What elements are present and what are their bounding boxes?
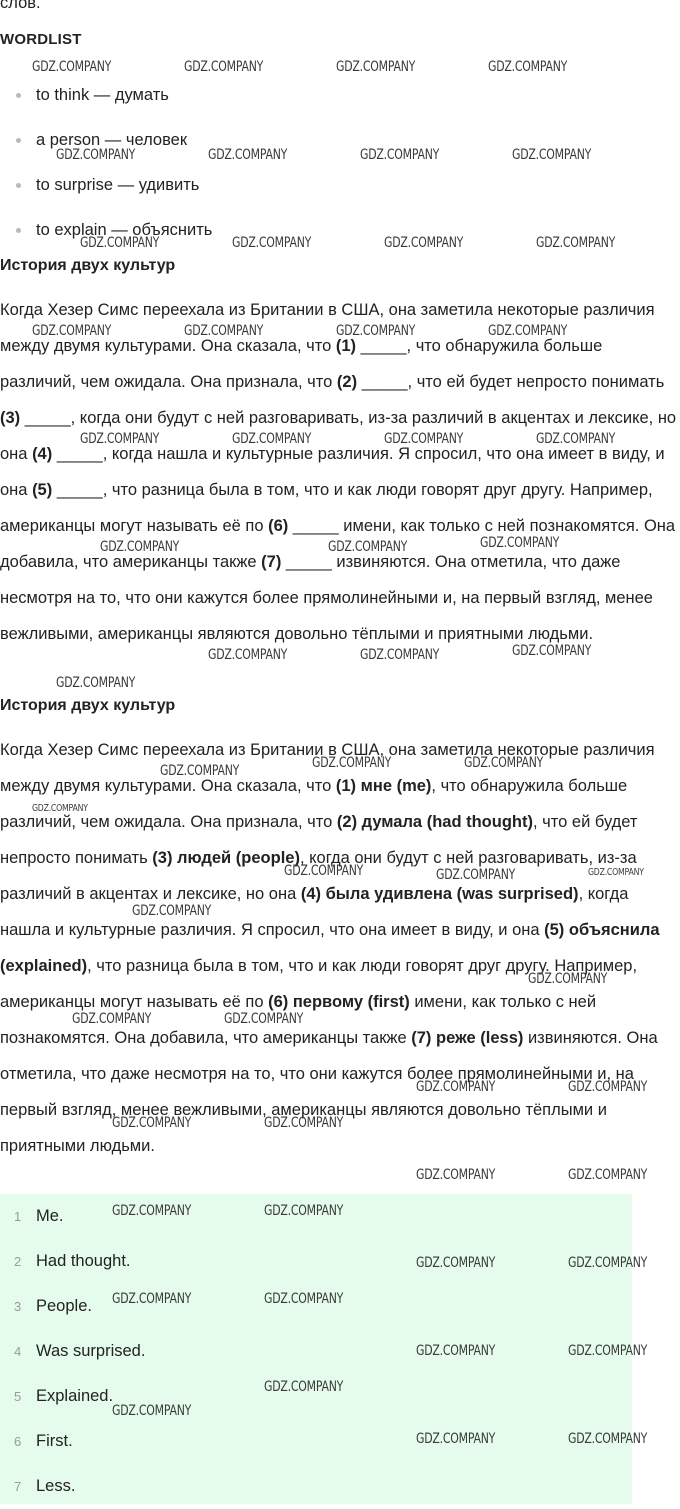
watermark: GDZ.COMPANY [336,323,416,339]
watermark: GDZ.COMPANY [528,971,608,987]
watermark: GDZ.COMPANY [56,675,136,691]
answer-number: 3 [14,1299,22,1314]
answer-text: People. [36,1297,92,1315]
watermark: GDZ.COMPANY [568,1079,648,1095]
solution-paragraph: Когда Хезер Симс переехала из Британии в США, она заметила некоторые различия между двумя культурами. Она сказала, что (1) мне (me), что обнаружила больше различий, чем ожидала. Она признала, что (2) думала (had thought), что ей будет непросто понимать (3) людей (people), когда они будут с ней разговаривать, из-за различий в акцентах и лексике, но она (4) была удивлена (was surprised), когда нашла и культурные различия. Я спросил, что она имеет в виду, и она (5) объяснила (explained), что разница была в том, что и как люди говорят друг другу. Например, американцы могут называть её по (6) первому (first) имени, как только с ней познакомятся. Она добавила, что американцы также (7) реже (less) извиняются. Она отметила, что даже несмотря на то, что они кажутся более прямолинейными и, на первый взгляд, менее вежливыми, американцы являются довольно тёплыми и приятными людьми. [0,741,660,1155]
watermark: GDZ.COMPANY [112,1291,192,1307]
watermark: GDZ.COMPANY [568,1255,648,1271]
answer-text: Explained. [36,1387,114,1405]
watermark: GDZ.COMPANY [112,1115,192,1131]
watermark: GDZ.COMPANY [232,431,312,447]
watermark: GDZ.COMPANY [512,643,592,659]
watermark: GDZ.COMPANY [208,647,288,663]
watermark: GDZ.COMPANY [264,1379,344,1395]
answer-number: 5 [14,1389,22,1404]
watermark: GDZ.COMPANY [112,1403,192,1419]
watermark: GDZ.COMPANY [360,147,440,163]
watermark: GDZ.COMPANY [416,1343,496,1359]
watermark: GDZ.COMPANY [184,323,264,339]
wordlist-item [0,172,212,217]
watermark: GDZ.COMPANY [512,147,592,163]
watermark: GDZ.COMPANY [72,1011,152,1027]
watermark: GDZ.COMPANY [208,147,288,163]
watermark: GDZ.COMPANY [100,539,180,555]
watermark: GDZ.COMPANY [568,1431,648,1447]
wordlist-item-text: to surprise — удивить [36,176,200,194]
watermark: GDZ.COMPANY [328,539,408,555]
answer-item [0,1419,632,1464]
watermark: GDZ.COMPANY [32,323,112,339]
watermark: GDZ.COMPANY [32,803,88,814]
exercise-paragraph: Когда Хезер Симс переехала из Британии в США, она заметила некоторые различия между двумя культурами. Она сказала, что (1) _____, что обнаружила больше различий, чем ожидала. Она признала, что (2) _____, что ей будет непросто понимать (3) _____, когда они будут с ней разговаривать, из-за различий в акцентах и лексике, но она (4) _____, когда нашла и культурные различия. Я спросил, что она имеет в виду, и она (5) _____, что разница была в том, что и как люди говорят друг другу. Например, американцы могут называть её по (6) _____ имени, как только с ней познакомятся. Она добавила, что американцы также (7) _____ извиняются. Она отметила, что даже несмотря на то, что они кажутся более прямолинейными и, на первый взгляд, менее вежливыми, американцы являются довольно тёплыми и приятными людьми. [0,301,677,643]
watermark: GDZ.COMPANY [336,59,416,75]
watermark: GDZ.COMPANY [588,867,644,878]
answer-item [0,1194,632,1239]
watermark: GDZ.COMPANY [536,235,616,251]
watermark: GDZ.COMPANY [132,903,212,919]
answer-text: Less. [36,1477,76,1495]
watermark: GDZ.COMPANY [536,431,616,447]
answer-text: Was surprised. [36,1342,146,1360]
watermark: GDZ.COMPANY [480,535,560,551]
watermark: GDZ.COMPANY [80,431,160,447]
watermark: GDZ.COMPANY [464,755,544,771]
watermark: GDZ.COMPANY [312,755,392,771]
answer-number: 1 [14,1209,22,1224]
wordlist-item [0,127,212,172]
watermark: GDZ.COMPANY [224,1011,304,1027]
wordlist [0,82,212,262]
answers-list [0,1194,632,1504]
answer-item [0,1464,632,1509]
answer-item [0,1374,632,1419]
watermark: GDZ.COMPANY [384,235,464,251]
watermark: GDZ.COMPANY [184,59,264,75]
watermark: GDZ.COMPANY [416,1079,496,1095]
answer-text: Me. [36,1207,64,1225]
answer-number: 2 [14,1254,22,1269]
solution-title: История двух культур [0,697,176,714]
wordlist-item-text: to think — думать [36,86,169,104]
answer-number: 7 [14,1479,22,1494]
bullet-icon [16,93,21,98]
watermark: GDZ.COMPANY [436,867,516,883]
watermark: GDZ.COMPANY [80,235,160,251]
watermark: GDZ.COMPANY [384,431,464,447]
watermark: GDZ.COMPANY [488,323,568,339]
wordlist-item-text: a person — человек [36,131,188,149]
wordlist-item [0,82,212,127]
watermark: GDZ.COMPANY [568,1167,648,1183]
watermark: GDZ.COMPANY [232,235,312,251]
watermark: GDZ.COMPANY [264,1203,344,1219]
answer-item [0,1284,632,1329]
answer-text: First. [36,1432,73,1450]
watermark: GDZ.COMPANY [284,863,364,879]
wordlist-item-text: to explain — объяснить [36,221,213,239]
answer-number: 4 [14,1344,22,1359]
watermark: GDZ.COMPANY [416,1255,496,1271]
watermark: GDZ.COMPANY [416,1431,496,1447]
watermark: GDZ.COMPANY [488,59,568,75]
watermark: GDZ.COMPANY [568,1343,648,1359]
answer-item [0,1329,632,1374]
watermark: GDZ.COMPANY [264,1115,344,1131]
exercise-title: История двух культур [0,257,176,274]
top-fragment: слов. [0,0,41,12]
watermark: GDZ.COMPANY [112,1203,192,1219]
watermark: GDZ.COMPANY [160,763,240,779]
watermark: GDZ.COMPANY [360,647,440,663]
answer-number: 6 [14,1434,22,1449]
watermark: GDZ.COMPANY [416,1167,496,1183]
bullet-icon [16,138,21,143]
bullet-icon [16,228,21,233]
answer-item [0,1239,632,1284]
bullet-icon [16,183,21,188]
watermark: GDZ.COMPANY [264,1291,344,1307]
wordlist-heading: WORDLIST [0,31,82,48]
watermark: GDZ.COMPANY [32,59,112,75]
watermark: GDZ.COMPANY [56,147,136,163]
answer-text: Had thought. [36,1252,131,1270]
